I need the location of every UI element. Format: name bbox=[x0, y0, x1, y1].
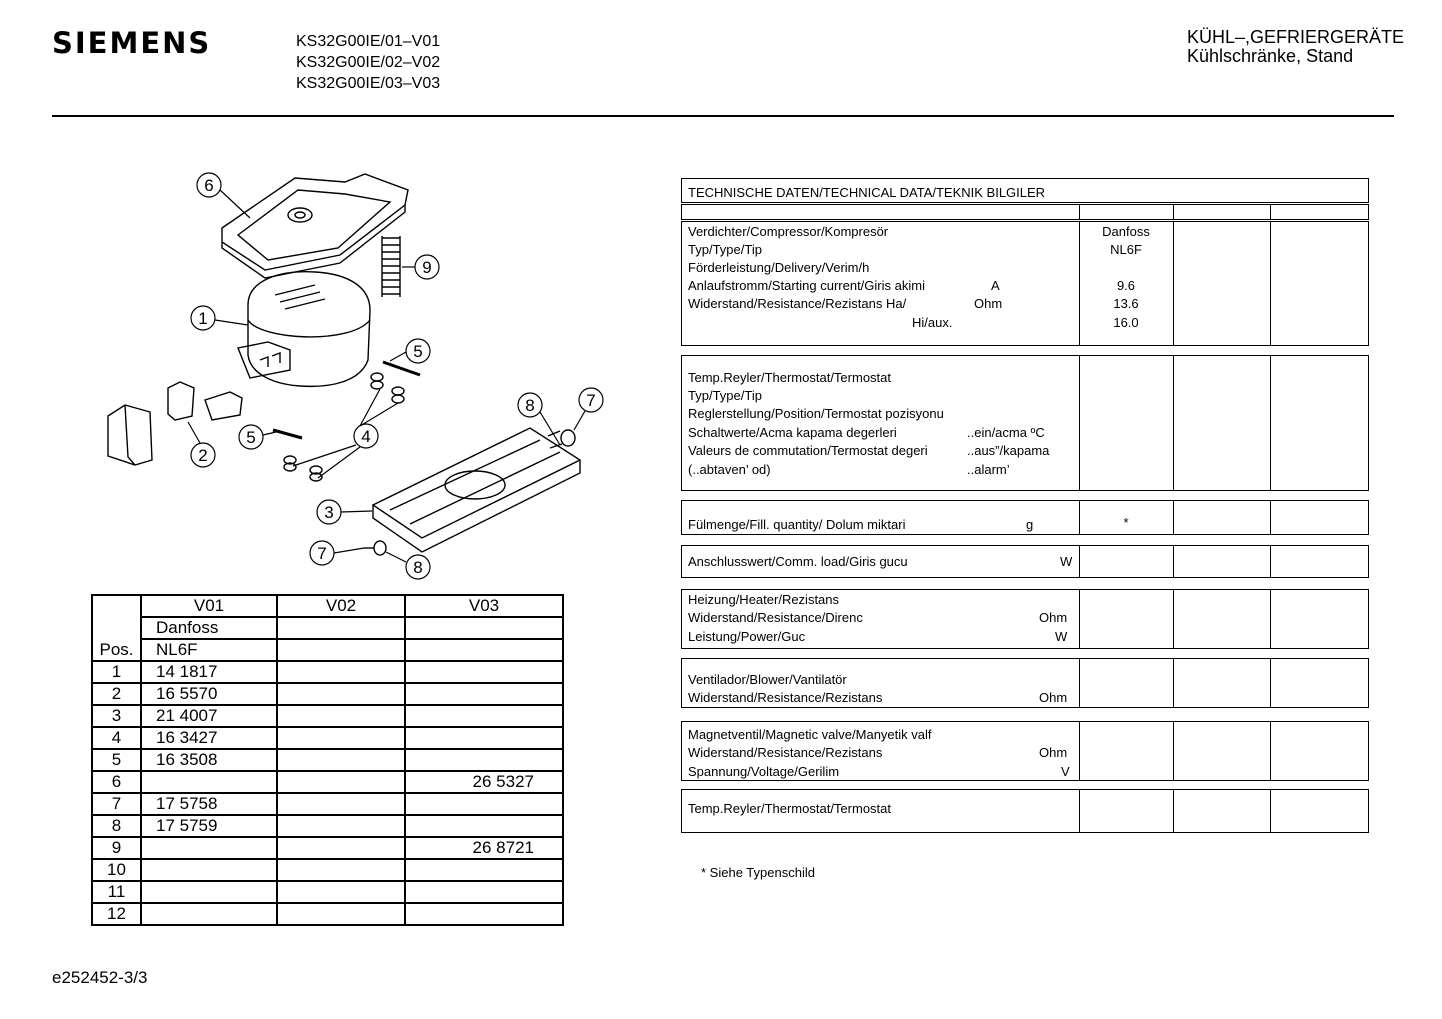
unit-label: W bbox=[1055, 629, 1068, 644]
v03-cell: 26 8721 bbox=[405, 837, 563, 859]
col-v02-header: V02 bbox=[277, 595, 405, 617]
v01-cell bbox=[141, 837, 277, 859]
v01-cell: 17 5758 bbox=[141, 793, 277, 815]
spec-suffix: ..ein/acma ºC bbox=[967, 425, 1045, 440]
v03-cell: 26 5327 bbox=[405, 771, 563, 793]
compressor-block bbox=[681, 221, 1369, 346]
unit-label: W bbox=[1060, 554, 1073, 569]
empty-cell bbox=[405, 617, 563, 639]
tech-title-box bbox=[681, 178, 1369, 203]
svg-text:5: 5 bbox=[246, 428, 256, 447]
v02-cell bbox=[277, 837, 405, 859]
table-row bbox=[92, 683, 563, 705]
brand-logo: SIEMENS bbox=[52, 26, 212, 60]
pos-cell: 12 bbox=[92, 903, 141, 925]
col-divider bbox=[1079, 205, 1174, 219]
spec-label: Widerstand/Resistance/Rezistans bbox=[688, 690, 883, 705]
parts-table-body bbox=[92, 661, 563, 925]
value-cell: Danfoss bbox=[1102, 224, 1150, 239]
unit-label: V bbox=[1061, 764, 1070, 779]
document-id: e252452-3/3 bbox=[52, 968, 148, 987]
table-row bbox=[92, 793, 563, 815]
spec-label: Fülmenge/Fill. quantity/ Dolum miktari bbox=[688, 517, 906, 532]
category-line-2: Kühlschränke, Stand bbox=[1187, 46, 1354, 66]
spec-label: Widerstand/Resistance/Rezistans Ha/ bbox=[688, 296, 907, 311]
exploded-parts-diagram bbox=[90, 160, 630, 585]
col-divider bbox=[1079, 590, 1174, 648]
col-divider bbox=[682, 205, 1080, 219]
pos-cell: 8 bbox=[92, 815, 141, 837]
col-divider bbox=[1173, 546, 1271, 577]
col-divider bbox=[1173, 501, 1271, 534]
unit-label: Ohm bbox=[1039, 610, 1068, 625]
pos-cell: 11 bbox=[92, 881, 141, 903]
v02-cell bbox=[277, 859, 405, 881]
parts-subheader-row bbox=[92, 639, 563, 661]
pos-cell: 6 bbox=[92, 771, 141, 793]
header-divider bbox=[52, 115, 1394, 117]
col-divider bbox=[1173, 659, 1271, 707]
spec-suffix: ..aus”/kapama bbox=[967, 443, 1050, 458]
spec-label: Reglerstellung/Position/Termostat pozisyonu bbox=[688, 406, 944, 421]
callouts bbox=[188, 173, 603, 579]
v03-cell bbox=[405, 661, 563, 683]
spec-label: Ventilador/Blower/Vantilatör bbox=[688, 672, 847, 687]
v02-cell bbox=[277, 903, 405, 925]
v03-cell bbox=[405, 859, 563, 881]
unit-label: A bbox=[991, 278, 1000, 293]
value-cell: * bbox=[1123, 515, 1129, 530]
empty-cell bbox=[277, 639, 405, 661]
value-cell: 9.6 bbox=[1116, 278, 1136, 293]
v01-cell: 21 4007 bbox=[141, 705, 277, 727]
spec-suffix: ..alarm’ bbox=[967, 462, 1010, 477]
table-row bbox=[92, 771, 563, 793]
v02-cell bbox=[277, 771, 405, 793]
unit-label: g bbox=[1026, 517, 1034, 532]
table-row bbox=[92, 881, 563, 903]
parts-table bbox=[91, 594, 564, 926]
v01-cell bbox=[141, 771, 277, 793]
part-5-clip bbox=[383, 362, 420, 375]
pos-cell: 2 bbox=[92, 683, 141, 705]
col-divider bbox=[1173, 722, 1271, 780]
v01-cell: 16 5570 bbox=[141, 683, 277, 705]
table-row bbox=[92, 837, 563, 859]
model-line: KS32G00IE/02–V02 bbox=[296, 54, 441, 71]
part-4-grommets bbox=[284, 373, 404, 481]
part-6-drip-tray bbox=[222, 174, 408, 278]
spec-label: (..abtaven’ od) bbox=[688, 462, 771, 477]
magnetic-valve-block bbox=[681, 721, 1369, 781]
table-row bbox=[92, 727, 563, 749]
spec-label: Hi/aux. bbox=[912, 315, 953, 330]
col-divider bbox=[1173, 222, 1271, 345]
spec-label: Verdichter/Compressor/Kompresör bbox=[688, 224, 889, 239]
spec-label: Anlaufstromm/Starting current/Giris akimi bbox=[688, 278, 925, 293]
v03-cell bbox=[405, 881, 563, 903]
unit-label: Ohm bbox=[1039, 690, 1068, 705]
col-divider bbox=[1173, 790, 1271, 832]
v03-cell bbox=[405, 793, 563, 815]
spec-label: Temp.Reyler/Thermostat/Termostat bbox=[688, 370, 892, 385]
tech-column-header bbox=[681, 204, 1369, 220]
spec-label: Förderleistung/Delivery/Verim/h bbox=[688, 260, 870, 275]
v03-cell bbox=[405, 749, 563, 771]
model-list bbox=[296, 31, 440, 94]
v03-cell bbox=[405, 683, 563, 705]
svg-text:4: 4 bbox=[361, 427, 371, 446]
svg-text:7: 7 bbox=[586, 391, 596, 410]
col-divider bbox=[1079, 790, 1174, 832]
model-line: KS32G00IE/03–V03 bbox=[296, 75, 441, 92]
v01-cell bbox=[141, 903, 277, 925]
part-2-relay bbox=[108, 382, 242, 465]
table-row bbox=[92, 903, 563, 925]
svg-text:7: 7 bbox=[317, 544, 327, 563]
table-row bbox=[92, 705, 563, 727]
spec-label: Widerstand/Resistance/Rezistans bbox=[688, 745, 883, 760]
pos-cell: 4 bbox=[92, 727, 141, 749]
v01-cell: 16 3427 bbox=[141, 727, 277, 749]
pos-cell: 9 bbox=[92, 837, 141, 859]
spec-label: Typ/Type/Tip bbox=[688, 242, 762, 257]
v03-cell bbox=[405, 705, 563, 727]
svg-text:8: 8 bbox=[525, 396, 535, 415]
compressor-maker: Danfoss bbox=[141, 617, 277, 639]
v02-cell bbox=[277, 815, 405, 837]
table-row bbox=[92, 815, 563, 837]
v02-cell bbox=[277, 881, 405, 903]
v02-cell bbox=[277, 749, 405, 771]
value-cell: NL6F bbox=[1110, 242, 1142, 257]
v01-cell: 14 1817 bbox=[141, 661, 277, 683]
empty-cell bbox=[277, 617, 405, 639]
table-row bbox=[92, 859, 563, 881]
category-heading bbox=[1187, 28, 1404, 66]
part-9-spring bbox=[382, 236, 400, 297]
blower-block bbox=[681, 658, 1369, 708]
v01-cell: 16 3508 bbox=[141, 749, 277, 771]
v02-cell bbox=[277, 661, 405, 683]
fill-quantity-block bbox=[681, 500, 1369, 535]
pos-cell: 7 bbox=[92, 793, 141, 815]
v02-cell bbox=[277, 683, 405, 705]
v02-cell bbox=[277, 793, 405, 815]
col-divider bbox=[1173, 356, 1271, 490]
spec-label: Schaltwerte/Acma kapama degerleri bbox=[688, 425, 897, 440]
col-divider bbox=[1079, 546, 1174, 577]
part-3-base-plate bbox=[373, 428, 580, 552]
svg-text:2: 2 bbox=[198, 446, 208, 465]
v01-cell: 17 5759 bbox=[141, 815, 277, 837]
spec-label: Valeurs de commutation/Termostat degeri bbox=[688, 443, 928, 458]
pos-cell: 5 bbox=[92, 749, 141, 771]
col-divider bbox=[1079, 722, 1174, 780]
unit-label: Ohm bbox=[1039, 745, 1068, 760]
col-divider bbox=[1173, 590, 1271, 648]
parts-subheader-row bbox=[92, 617, 563, 639]
pos-cell: 3 bbox=[92, 705, 141, 727]
table-row bbox=[92, 661, 563, 683]
v03-cell bbox=[405, 815, 563, 837]
svg-text:3: 3 bbox=[324, 503, 334, 522]
empty-cell bbox=[405, 639, 563, 661]
col-v01-header: V01 bbox=[141, 595, 277, 617]
part-1-compressor bbox=[238, 272, 370, 387]
spec-label: Anschlusswert/Comm. load/Giris gucu bbox=[688, 554, 908, 569]
spec-label: Magnetventil/Magnetic valve/Manyetik valf bbox=[688, 727, 932, 742]
pos-cell: 10 bbox=[92, 859, 141, 881]
v03-cell bbox=[405, 727, 563, 749]
col-divider bbox=[1079, 659, 1174, 707]
footnote: * Siehe Typenschild bbox=[701, 865, 815, 880]
v02-cell bbox=[277, 705, 405, 727]
category-line-1: KÜHL–,GEFRIERGERÄTE bbox=[1187, 27, 1405, 47]
table-row bbox=[92, 749, 563, 771]
svg-text:9: 9 bbox=[422, 258, 432, 277]
col-divider bbox=[1173, 205, 1271, 219]
thermostat-2-block bbox=[681, 789, 1369, 833]
svg-text:6: 6 bbox=[204, 176, 214, 195]
model-line: KS32G00IE/01–V01 bbox=[296, 33, 441, 50]
compressor-type: NL6F bbox=[141, 639, 277, 661]
v01-cell bbox=[141, 881, 277, 903]
svg-text:5: 5 bbox=[413, 342, 423, 361]
value-cell: 16.0 bbox=[1113, 315, 1139, 330]
spec-label: Leistung/Power/Guc bbox=[688, 629, 806, 644]
v03-cell bbox=[405, 903, 563, 925]
unit-label: Ohm bbox=[974, 296, 1003, 311]
spec-label: Spannung/Voltage/Gerilim bbox=[688, 764, 840, 779]
svg-text:8: 8 bbox=[413, 558, 423, 577]
tech-title: TECHNISCHE DATEN/TECHNICAL DATA/TEKNIK BILGILER bbox=[688, 185, 1046, 200]
part-7-8-fasteners bbox=[364, 430, 575, 555]
heater-block bbox=[681, 589, 1369, 649]
col-divider bbox=[1079, 356, 1174, 490]
value-cell: 13.6 bbox=[1113, 296, 1139, 311]
spec-label: Widerstand/Resistance/Direnc bbox=[688, 610, 863, 625]
pos-cell: 1 bbox=[92, 661, 141, 683]
svg-text:1: 1 bbox=[198, 309, 208, 328]
spec-label: Temp.Reyler/Thermostat/Termostat bbox=[688, 801, 892, 816]
thermostat-block bbox=[681, 355, 1369, 491]
col-v03-header: V03 bbox=[405, 595, 563, 617]
v02-cell bbox=[277, 727, 405, 749]
spec-label: Typ/Type/Tip bbox=[688, 388, 762, 403]
comm-load-block bbox=[681, 545, 1369, 578]
parts-header-row bbox=[92, 595, 563, 617]
pos-header: Pos. bbox=[92, 595, 141, 661]
v01-cell bbox=[141, 859, 277, 881]
spec-label: Heizung/Heater/Rezistans bbox=[688, 592, 840, 607]
part-5-clip bbox=[273, 430, 302, 438]
